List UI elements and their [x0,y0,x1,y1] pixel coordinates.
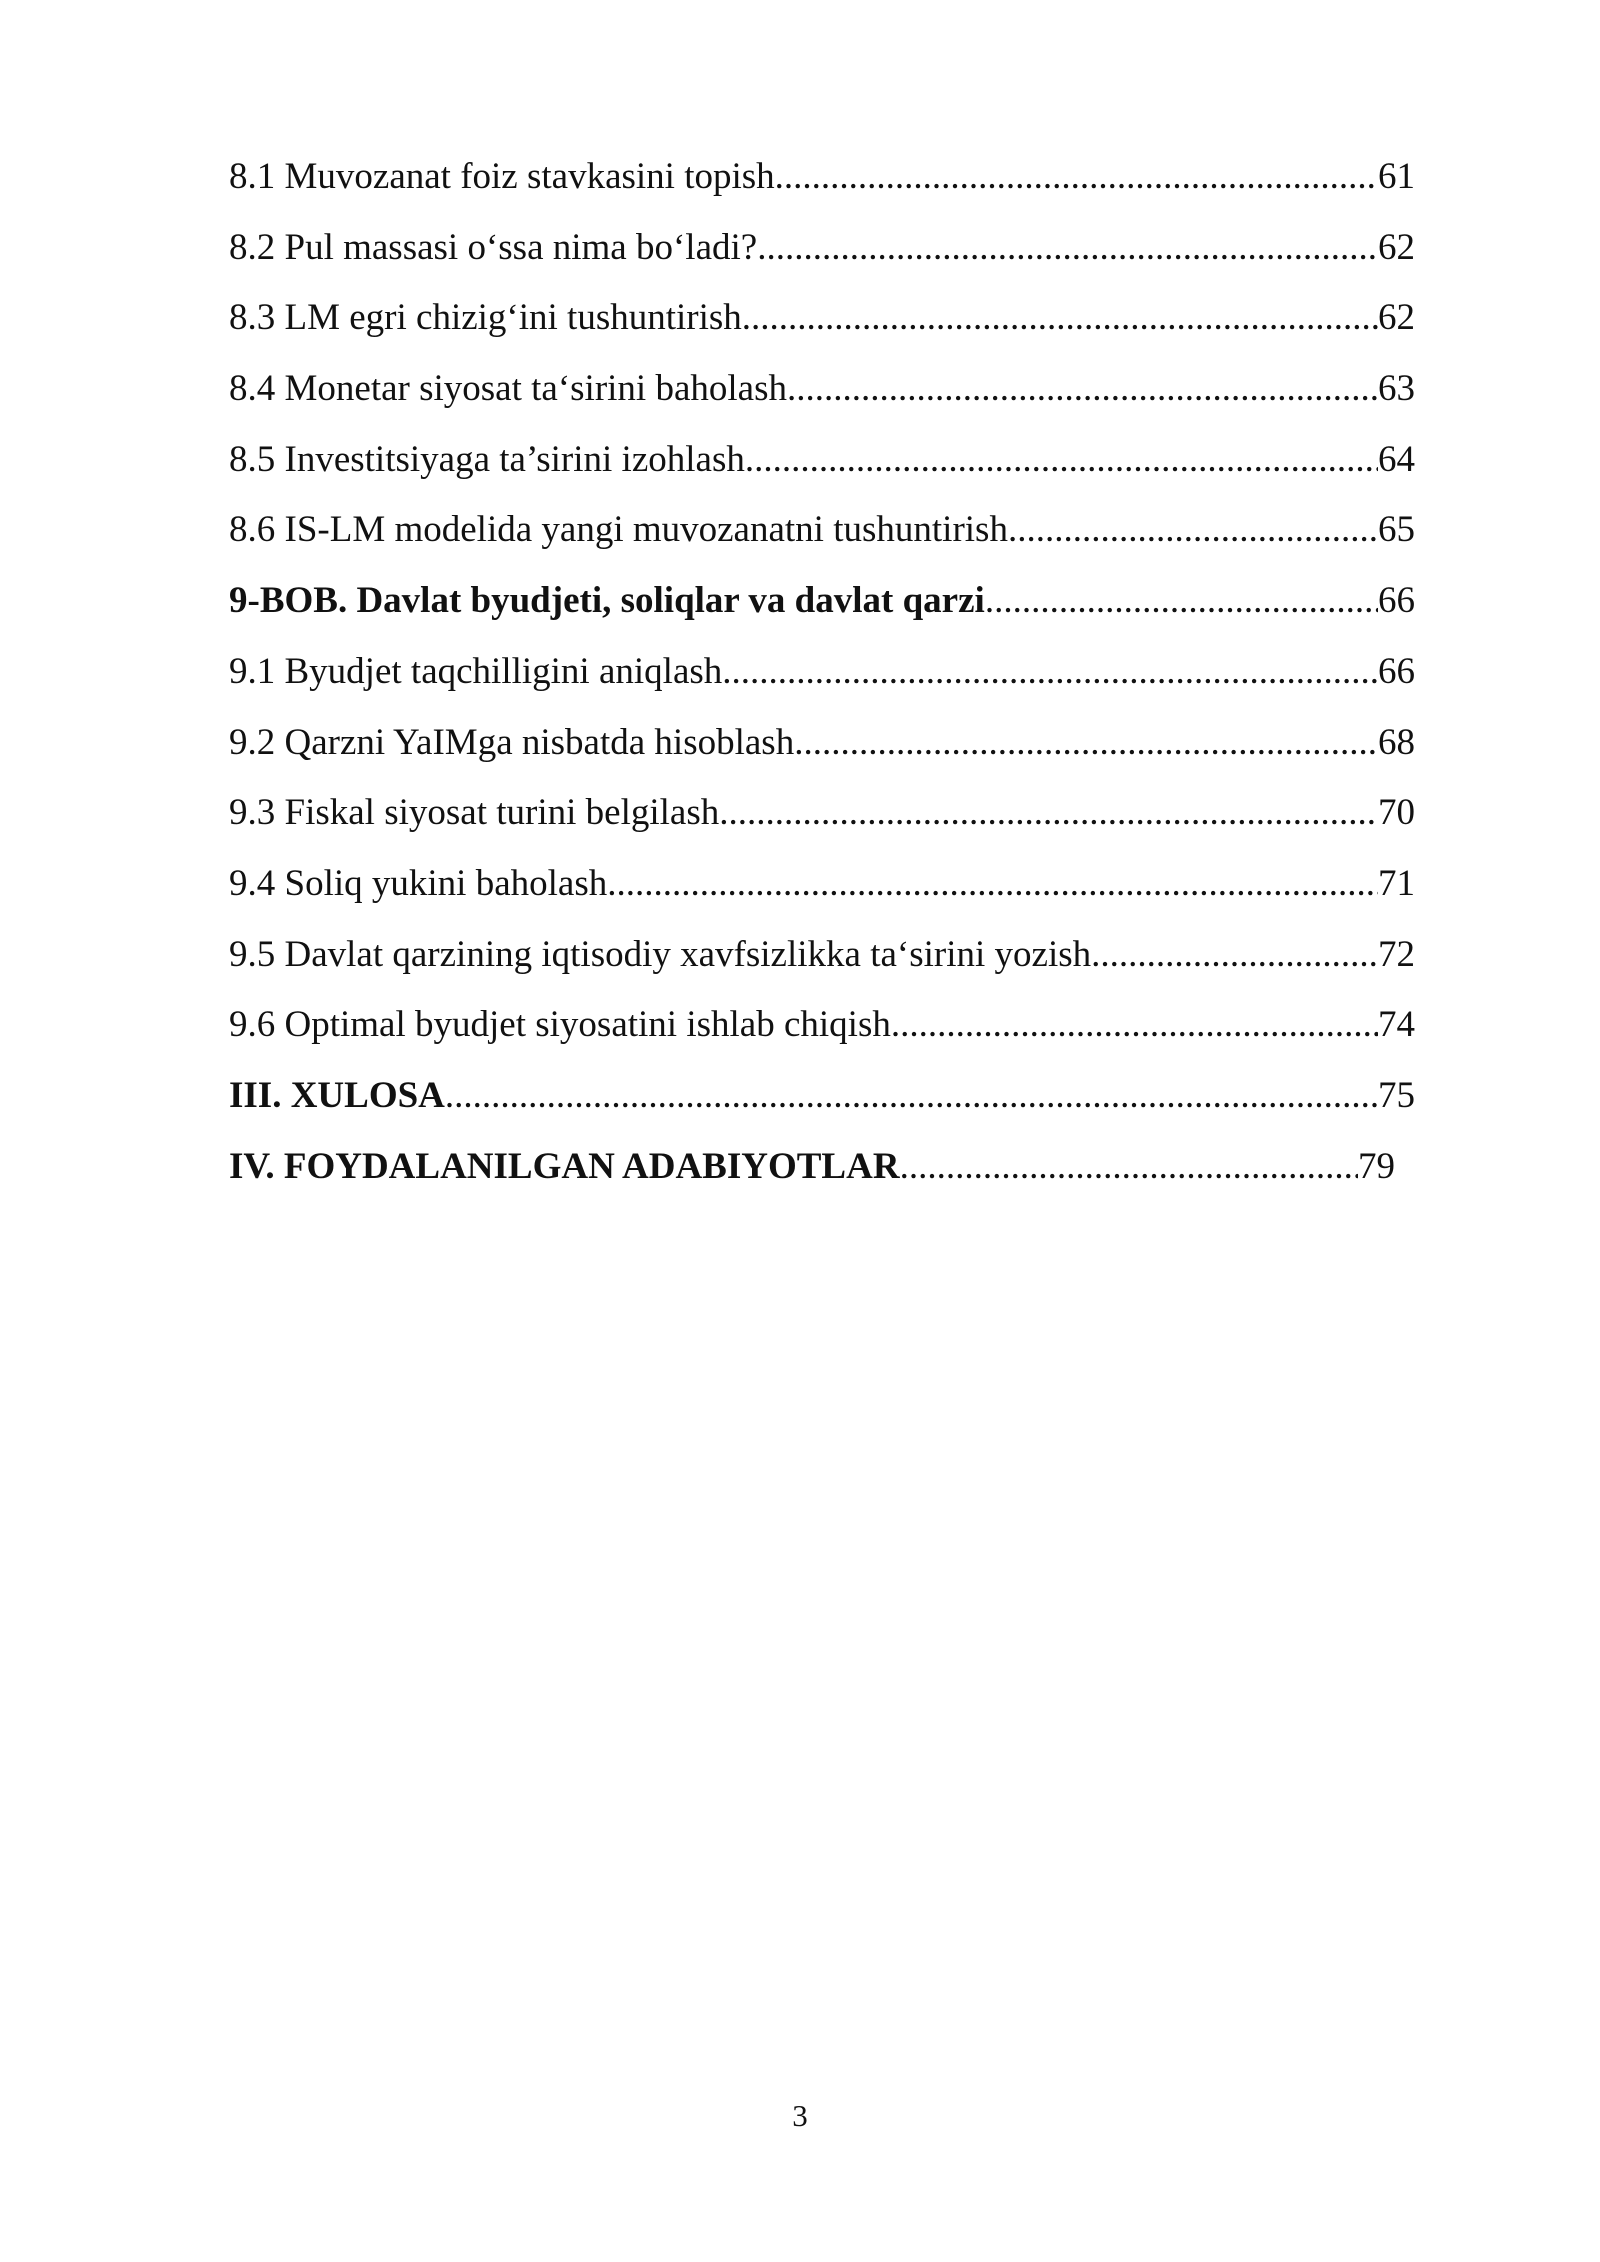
toc-dot-leader [719,782,1378,844]
toc-dot-leader [787,358,1378,420]
toc-dot-leader [742,287,1378,349]
toc-entry[interactable] [229,429,1415,500]
toc-entry-title: 8.6 IS-LM modelida yangi muvozanatni tushuntirish [229,509,1008,551]
toc-entry[interactable] [229,924,1415,995]
toc-dot-leader [722,641,1378,703]
toc-entry-title: 9.5 Davlat qarzining iqtisodiy xavfsizlikka ta‘sirini yozish [229,933,1092,975]
toc-entry[interactable] [229,217,1415,288]
toc-entry-title: 9.1 Byudjet taqchilligini aniqlash [229,650,723,692]
toc-entry-page: 72 [1378,933,1415,975]
toc-entry[interactable] [229,994,1415,1065]
toc-entry-title: 8.2 Pul massasi o‘ssa nima bo‘ladi? [229,226,758,268]
toc-entry-page: 65 [1378,509,1415,551]
toc-entry-page: 62 [1378,226,1415,268]
table-of-contents [229,146,1415,1206]
toc-entry[interactable] [229,499,1415,570]
toc-chapter-entry[interactable] [229,570,1415,641]
toc-entry-page: 64 [1378,438,1415,480]
toc-dot-leader [794,712,1378,774]
toc-entry[interactable] [229,146,1415,217]
toc-entry-page: 61 [1378,156,1415,197]
toc-entry-page: 74 [1378,1004,1415,1046]
toc-section-entry[interactable] [229,1136,1395,1207]
toc-entry-page: 66 [1378,580,1415,622]
toc-entry[interactable] [229,782,1415,853]
toc-entry-title: 9-BOB. Davlat byudjeti, soliqlar va davlat qarzi [229,580,985,622]
page-number: 3 [792,2098,808,2133]
toc-dot-leader [775,146,1378,208]
toc-entry-title: III. XULOSA [229,1074,445,1116]
toc-dot-leader [1008,499,1378,561]
toc-entry-title: 9.3 Fiskal siyosat turini belgilash [229,792,720,834]
toc-dot-leader [985,570,1378,632]
toc-entry[interactable] [229,358,1415,429]
toc-dot-leader [607,853,1378,915]
toc-entry[interactable] [229,641,1415,712]
toc-entry-title: 9.2 Qarzni YaIMga nisbatda hisoblash [229,721,795,763]
toc-dot-leader [900,1136,1358,1198]
toc-entry-page: 70 [1378,792,1415,834]
toc-entry[interactable] [229,712,1415,783]
toc-dot-leader [757,217,1378,279]
toc-dot-leader [891,994,1378,1056]
toc-entry-page: 68 [1378,721,1415,763]
toc-entry-title: 8.1 Muvozanat foiz stavkasini topish [229,156,775,197]
toc-section-entry[interactable] [229,1065,1415,1136]
toc-entry[interactable] [229,287,1415,358]
toc-entry-page: 62 [1378,297,1415,339]
toc-entry-page: 79 [1358,1145,1395,1187]
toc-entry-page: 63 [1378,368,1415,410]
toc-entry-page: 71 [1378,862,1415,904]
toc-entry-title: 9.4 Soliq yukini baholash [229,862,608,904]
toc-entry-page: 75 [1378,1074,1415,1116]
toc-entry-title: 8.4 Monetar siyosat ta‘sirini baholash [229,368,787,410]
toc-entry-title: 8.5 Investitsiyaga ta’sirini izohlash [229,438,745,480]
toc-entry-title: 9.6 Optimal byudjet siyosatini ishlab chiqish [229,1004,891,1046]
toc-entry-title: IV. FOYDALANILGAN ADABIYOTLAR [229,1145,900,1187]
toc-dot-leader [745,429,1378,491]
toc-entry-page: 66 [1378,650,1415,692]
toc-dot-leader [1091,924,1378,986]
toc-entry[interactable] [229,853,1415,924]
toc-entry-title: 8.3 LM egri chizig‘ini tushuntirish [229,297,742,339]
toc-dot-leader [445,1065,1378,1127]
